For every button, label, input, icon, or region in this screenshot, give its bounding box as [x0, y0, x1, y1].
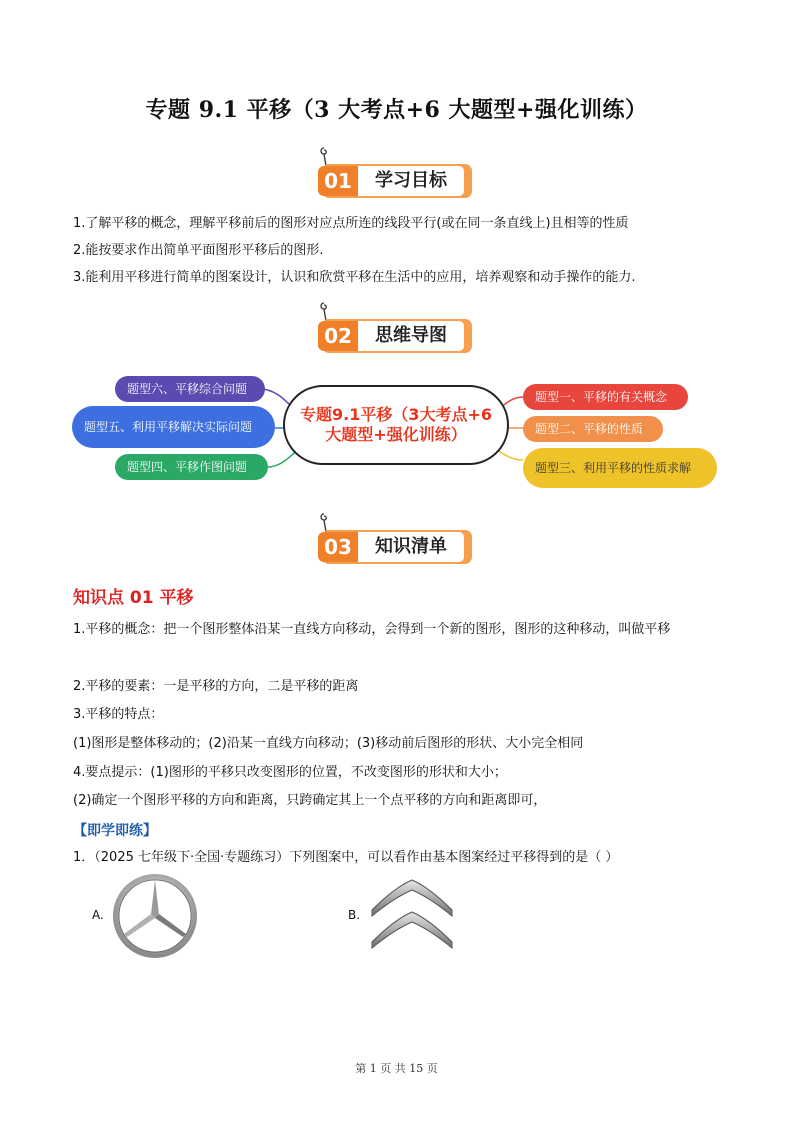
mindmap-node-t6: 题型六、平移综合问题 [115, 376, 265, 402]
page-title: 专题 9.1 平移（3 大考点+6 大题型+强化训练） [145, 97, 648, 123]
mindmap-node-t5: 题型五、利用平移解决实际问题 [72, 406, 275, 448]
banner-label: 知识清单 [358, 532, 464, 562]
knowledge-line-1: 1.平移的概念：把一个图形整体沿某一直线方向移动，会得到一个新的图形，图形的这种移动，叫做平移 [73, 622, 671, 637]
knowledge-line-5: 4.要点提示：(1)图形的平移只改变图形的位置，不改变图形的形状和大小； [73, 765, 507, 780]
section-heading: 知识点 01 平移 [73, 588, 194, 608]
banner-label: 学习目标 [358, 166, 464, 196]
mindmap-node-t1: 题型一、平移的有关概念 [523, 384, 688, 410]
page-footer: 第 1 页 共 15 页 [355, 1062, 438, 1075]
banner-number: 03 [318, 532, 358, 562]
objective-1: 1.了解平移的概念，理解平移前后的图形对应点所连的线段平行(或在同一条直线上)且相等的性质 [73, 216, 629, 231]
mindmap-node-t3: 题型三、利用平移的性质求解 [523, 448, 717, 488]
citroen-chevron-icon [368, 876, 456, 952]
mindmap-center: 专题9.1平移（3大考点+6大题型+强化训练） [283, 385, 509, 465]
question-text: 1．（2025 七年级下·全国·专题练习）下列图案中，可以看作由基本图案经过平移得到的是（ ） [73, 850, 619, 865]
practice-label: 【即学即练】 [73, 823, 157, 839]
objective-3: 3.能利用平移进行简单的图案设计，认识和欣赏平移在生活中的应用，培养观察和动手操作的能力. [73, 270, 636, 285]
option-a-label: A. [92, 908, 104, 922]
knowledge-line-3: 3.平移的特点： [73, 707, 164, 722]
knowledge-line-4: (1)图形是整体移动的；(2)沿某一直线方向移动；(3)移动前后图形的形状、大小完全相同 [73, 736, 584, 751]
mindmap-node-t2: 题型二、平移的性质 [523, 416, 663, 442]
banner-number: 01 [318, 166, 358, 196]
knowledge-line-6: (2)确定一个图形平移的方向和距离，只跨确定其上一个点平移的方向和距离即可， [73, 793, 547, 808]
banner-label: 思维导图 [358, 321, 464, 351]
banner-number: 02 [318, 321, 358, 351]
mindmap-node-t4: 题型四、平移作图问题 [115, 454, 268, 480]
objective-2: 2.能按要求作出简单平面图形平移后的图形. [73, 243, 324, 258]
banner-knowledge-list [318, 524, 476, 568]
option-b-label: B. [348, 908, 361, 922]
mercedes-star-icon [113, 874, 197, 958]
knowledge-line-2: 2.平移的要素：一是平移的方向，二是平移的距离 [73, 679, 359, 694]
